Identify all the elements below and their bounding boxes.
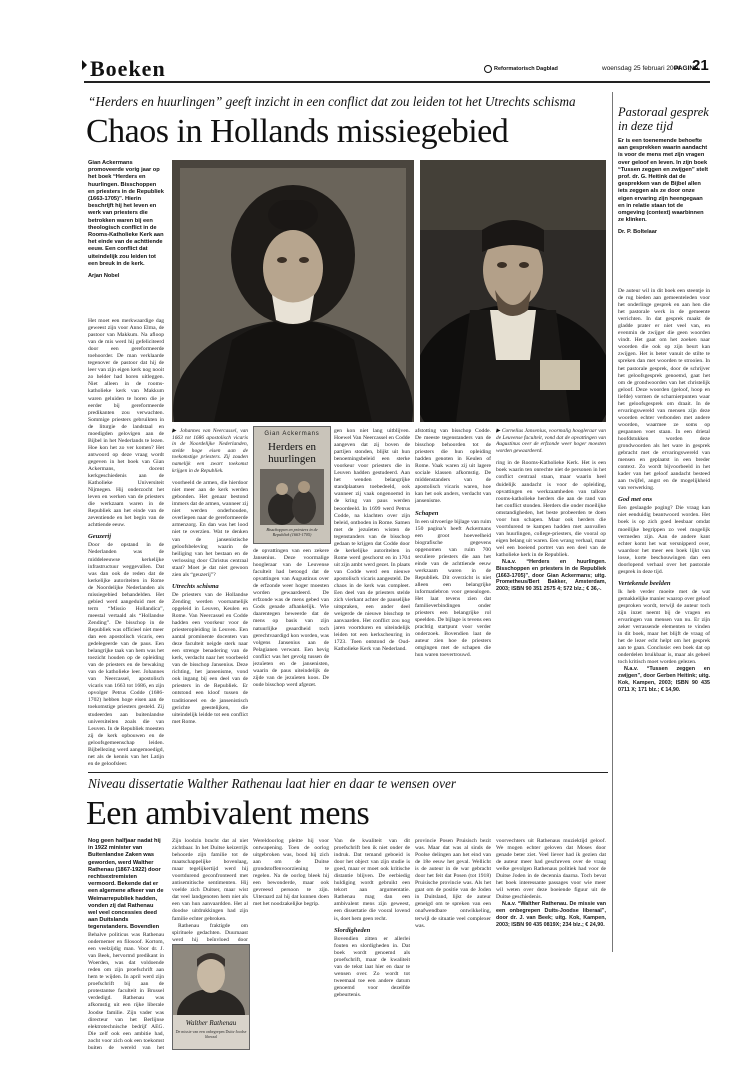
book-cover-rathenau xyxy=(172,944,250,1050)
article1-column-2 xyxy=(172,428,248,766)
book-cover-art xyxy=(260,469,324,525)
article2-top-rule xyxy=(88,772,608,773)
article2-kicker: Niveau dissertatie Walther Rathenau laat hier en daar te wensen over xyxy=(88,776,456,791)
article1-col1-body2: Door de opstand in de Nederlanden was de middeleeuwse kerkelijke infrastructuur weggevallen. Dat was dan ook de reden dat de kerkelijke autoriteiten in Rome de Noordelijke Nederlanden als missiegebied behandelden. Het gebied werd aangeduid met de term “Missio Hollandica”, meestal vertaald als “Hollandse Zending”. De bisschop in de Republiek was officieel niet meer dan een apostolisch vicaris, een gedelegeerde van de paus. Een belangrijke taak van hem was het toezicht houden op de opleiding van de priesters en de bewaking van de katholieke leer. Johannes van Neercassel, apostolisch vicaris van 1663 tot 1686, en zijn opvolger Petrus Codde (1686-1702) hebben hoge eisen aan de toekomstige priesters gesteld. Zij studeerden aan buitenlandse universiteiten zoals die van Leuven. In de Republiek moesten zij de kerk opbouwen en de geloofsgemeenschap leiden. Bijbellezing werd aangemoedigd, net als de kennis van het Latijn en de geloofsleer. xyxy=(88,542,164,766)
article1-subhead-geuzerij: Geuzerij xyxy=(88,533,112,541)
article1-column-4 xyxy=(334,428,410,766)
sidebar-title: Pastoraal gesprek in deze tijd xyxy=(618,105,709,133)
section-title: Boeken xyxy=(90,56,166,81)
article1-column-1 xyxy=(88,318,164,766)
book-cover-subtitle: Bisschoppen en priesters in de Republiek (1663-1705) xyxy=(266,527,318,537)
article1-col5-body: afstotting van bisschop Codde. De meeste tegenstanders van de bisschop behoorden tot de priesters die hun opleiding hadden genoten in Keulen of Rome. Vaak waren zij uit lagere sociale klassen afkomstig. De middenstanders van de apostolisch vicaris waren, hoe kan het ook anders, verdacht van jansenisme. xyxy=(415,428,491,505)
article1-col6-body: ring in de Rooms-Katholieke Kerk. Het is een boek waarin ten onrechte niet de personen in het conflict centraal staan, maar waarin heel duidelijk aandacht is voor de opleiding, opvattingen en werkzaamheden van talloze rooms-katholieke herders die aan de rand van het conflict stonden. Herders die onder moeilijke omstandigheden, het beste probeerden te doen voor hun schapen. Maar ook herders die voortdurend te kampen hadden met aanvallen van huurlingen, college-priesters, die vooral op eigen belang uit waren. Een wrang verhaal, maar wel een boeiend portret van een deel van de katholieke kerk in de Republiek. xyxy=(496,460,606,558)
caption-bullet-icon: ▶ xyxy=(172,428,178,434)
portrait-neercassel-photo xyxy=(172,160,414,422)
sidebar-author: Dr. P. Boltelaar xyxy=(618,229,658,236)
article2-column-3 xyxy=(253,838,329,1050)
article1-col1-body: Het moet een merkwaardige dag geweest zijn voor Anno Elma, de pastoor van Makkum. Na afloop van de mis werd hij gefeliciteerd door een gereformeerde toehoorder. De man verklaarde tegenover de pastoor dat hij de leer van zijn eigen kerk nog nooit zo helder had horen uitleggen. Niet alleen in de rooms-katholieke kerk van Makkum waren geluiden te horen die je eerder bij gereformeerde predikanten zou verwachten. Sommige priesters gebruikten in de liturgie de landstaal en moedigden gelovigen aan de Bijbel in het Nederlands te lezen. Hoe kon het zo ver komen? Het antwoord op deze vraag wordt gegeven in het boek van Gian Ackermans, docent kerkgeschiedenis aan de Katholieke Universiteit Nijmegen. Hij onderzocht het leven en werken van de priesters die werkzaam waren in de Republiek aan het einde van de zeventiende en het begin van de achttiende eeuw. xyxy=(88,318,164,529)
portrait-jansenius-art xyxy=(420,160,606,422)
article2-col1-body: Behalve politicus was Rathenau ondernemer en filosoof. Kortom, een veelzijdig man. Voor dr. J. van Beek, hervormd predikant in Woerden, was dat voldoende reden om zijn proefschrift aan hem te wijden. In april werd zijn proefschrift bij aan de protestantse faculteit in Brussel verdedigd. Rathenau was afkomstig uit een rijke liberale Joodse familie. Zijn vader was directeur van het Berlijnse elektrotechnische bedrijf AEG. Die zelf ook een ambitie had, zocht voor zich ook een toekomst buiten de wereld van het xyxy=(88,932,164,1050)
article2-headline: Een ambivalent mens xyxy=(86,795,370,832)
article1-lead-text: Gian Ackermans promoveerde vorig jaar op het boek “Herders en huurlingen. Bisschoppen en priesters in de Republiek (1663-1705)”. Hierin beschrijft hij het leven en werk van priesters die betrokken waren bij een theologisch conflict in de Rooms-Katholieke Kerk aan het einde van de achttiende eeuw. Een conflict dat uiteindelijk zou leiden tot een breuk in de kerk. xyxy=(88,160,164,267)
article1-kicker: “Herders en huurlingen” geeft inzicht in een conflict dat zou leiden tot het Utrechts schisma xyxy=(88,94,576,109)
article1-lead xyxy=(88,160,164,310)
sidebar-divider xyxy=(612,92,613,952)
article2-col5-body: provincie Posen Pruisisch bezit was. Maar dat was al sinds de Poolse delingen aan het eind van de 18e eeuw het geval. Wellicht is de auteur in de war gebracht door het feit dat Posen (tot 1918) Pruisische provincie was. Als het gaat om de positie van de Joden in Duitsland, lijkt de auteur geneigd om te spreken van een onafwendbare ontwikkeling, terwijl de situatie veel complexer was. xyxy=(415,838,491,929)
sidebar-subhead-god-met-ons: God met ons xyxy=(618,496,653,504)
photo-caption-left-text: Johannes van Neercassel, van 1663 tot 1686 apostolisch vicaris in de Noordelijke Nederlanden, stelde hoge eisen aan de toekomstige priesters. Zij zouden namelijk een zwart toekomst krijgen in de Republiek. xyxy=(172,428,248,474)
article2-col6-body: voorvechters uit Rathenaus muziektijd geloof. We mogen echter geloven dat Moses door genade beter ziet. Veel liever had ik gezien dat de auteur meer had geschreven over de vraag welke gevolgen Rathenaus politiek had voor de Duitse Joden in de decennia daarna. Toch bevat het boek interessante passages voor wie meer wil weten over deze boeiende figuur uit de Duitse geschiedenis. xyxy=(496,838,606,901)
article2-column-1 xyxy=(88,932,164,1050)
article1-column-6 xyxy=(496,428,606,766)
article1-col4-body: gen kon niet lang uitblijven. Hoewel Van Neercassel en Codde aangeven dat zij boven de partijen stonden, blijkt uit hun benoemingsbeleid een sterke voorkeur voor priesters die in Leuven hadden gestudeerd. Aan het wenden belangrijke standplaatsen toebedeeld, ook wanneer zij vaak ongenoemd in de kring van paus werden beoordeeld. In 1699 werd Petrus Codde, na klachten over zijn beleid, ontboden in Rome. Samen met de jezuïeten wisten de tegenstanders van de bisschop gedaan te krijgen dat Codde door de kerkelijke autoriteiten in Rome werd geschorst en in 1704 uit zijn ambt werd gezet. In plaats van Codde werd een nieuwe apostolisch vicaris aangesteld. De chaos in de kerk was compleet. Een deel van de priesters stelde zich vierkant achter de pauselijke uitspraken, een ander deel weigerde de nieuwe bisschop te aanvaarden. Het conflict zou nog jaren voortduren en uiteindelijk leiden tot een kerkscheuring in 1723. Toen ontstond de Oud-Katholieke Kerk van Nederland. xyxy=(334,428,410,653)
sidebar-lead-text: Er is een toenemende behoefte aan gesprekken waarin aandacht is voor de mens met zijn vragen over geloof en leven. In zijn boek “Tussen zeggen en zwijgen” stelt prof. dr. G. Heitink dat de gesprekken van de Bijbel allen iets zeggen als ze door onze eigen ervaring zijn heengegaan en in relatie staan tot de omgeving (context) waarbinnen ze klinken. xyxy=(618,138,708,224)
article1-headline: Chaos in Hollands missiegebied xyxy=(86,113,509,150)
article2-col4-body2: Bovendien zitten er allerlei fouten en slordigheden in. Dat boek wordt genoemd als proefschrift, maar de kwaliteit van de tekst laat hier en daar te wensen over. Zo wordt tot tweemaal toe een andere datum genoemd voor dezelfde gebeurtenis. xyxy=(334,935,410,998)
article2-col4-body: Van de kwaliteit van dit proefschrift ben ik niet onder de indruk. Dat temand geboeid is door het object van zijn studie is goed, maar er moet ook kritische distantie blijven. De eerbiedig huldiging wordt gebruikt een tekort aan argumentatie. Rathenau mag dan een ambivalent mens zijn geweest, een dissertatie die vooral lovend is, doet hem geen recht. xyxy=(334,838,410,922)
page-number: 21 xyxy=(692,57,709,74)
sidebar-subhead-vertekende-beelden: Vertekende beelden xyxy=(618,579,671,587)
page-label: PAGINA xyxy=(674,65,699,72)
article2-col2-body2: Rathenau fraktigde om spirituele gedachten. Duurnaast werd hij beïnvloed door xyxy=(172,922,248,943)
photo-caption-left xyxy=(172,428,248,474)
portrait-neercassel-art xyxy=(172,160,414,422)
sidebar-body-text: De auteur wil in dit boek een steentje in de rug bieden aan gemeenteleden voor het onderlinge gesprek en aan hen die het pastorale werk in de gemeente verrichten. In dat gesprek maakt de gladde prater er niet veel van, en evenmin de zwijger die geen woorden vindt. Het gaat om het zoeken naar woorden die ook op zijn beurt kan zwijgen. Het is beter vanuit de stilte te spreken dan met woorden te strooien. In het pastorale gesprek, door de schrijver het geloofsgesprek genoemd, gaat het om de grondwoorden van het christelijk geloof. Deze woorden (geloof, hoop en liefde) vormen de scharnierpunten waar het geloofsgesprek om draait. In de ervaringswereld van mensen zijn deze woorden echter verbonden met andere woorden, waarmee ze soms op gespannen voet staan. In een drietal hoofdstukken worden deze grondwoorden als het ware in gesprek gebracht met de ervaringswereld van mensen en geplaatst in een breder context. Zo wordt bijvoorbeeld in het kader van het geloof aandacht besteed aan twijfel, angst en de mogelijkheid van verwerking. xyxy=(618,288,710,492)
article2-column-5 xyxy=(415,838,491,1050)
portrait-jansenius-photo xyxy=(420,160,606,422)
book-cover-title: Herders en huurlingen xyxy=(268,441,316,465)
article1-subhead-schapen: Schapen xyxy=(415,509,439,517)
book-cover-rathenau-art xyxy=(173,945,249,1015)
book-cover-painting xyxy=(260,469,324,525)
article2-bookinfo: N.a.v. “Walther Rathenau. De missie van een onbegrepen Duits-Joodse liberaal”, door dr. J. van Beek; uitg. Kok, Kampen, 2003; ISBN 90 435 0819X; 234 blz.; € 24,90. xyxy=(496,901,606,928)
book-cover-rathenau-title: Walther Rathenau xyxy=(185,1019,237,1027)
article2-lead xyxy=(88,838,164,930)
book-cover-rathenau-subtitle: De missie van een onbegrepen Duits-Joodse liberaal xyxy=(175,1029,247,1039)
article1-col2-body: voorheeld de armen, die hierdoor niet meer aan de kerk werden gebonden. Het genaar bestond immers dat de armen, wanneer zij niet werden onderhouden, overliepen naar de gereformeerde armenzorg. En dan was het lood niet te overzien. Wat te denken van de jansenistische geloofsbeleving waarin de heiliging van het bestaan en de verlossing door Christus centraal staat? Moet je dat niet gewoon zien als “geuzerij”? xyxy=(172,480,248,578)
caption-bullet-icon-2: ▶ xyxy=(496,428,501,434)
header-rule xyxy=(84,81,710,83)
masthead xyxy=(64,58,710,80)
book-cover-author: Gian Ackermans xyxy=(264,431,320,437)
article2-column-6 xyxy=(496,838,606,1050)
issue-date: woensdag 25 februari 2004 xyxy=(602,65,681,72)
sidebar-body-text3: Ik heb verder moeite met de wat gemakkelijke manier waarop over geloof gesproken wordt, terwijl de auteur toch zijn inzet neemt bij de vragen en ervaringen van mensen van nu. Er zijn zeker verrassende elementen te vinden in dit boek, maar het blijft de vraag of het de lezer echt helpt om het gesprek aan te gaan. Conclusie: een boek dat op onderdelen bruikbaar is, maar als geheel toch kritisch moet worden gelezen. xyxy=(618,588,710,666)
article1-col5-body2: In een uitvoerige bijlage van ruim 150 pagina’s heeft Ackermans een groot hoeveelheid biografische gegevens opgenomen van ruim 700 seculiere priesters die aan het einde van de achttiende eeuw werkzaam waren in de Republiek. Dit overzicht is niet alleen een belangrijke informatiebron voor genealogen. Het laat tevens zien dat familieverbindingen onder priesters een belangrijke rol speelden. De bijlage is tevens een prachtig startpunt voor verder onderzoek. Bovendien laat de auteur zien hoe de priesters omgingen met de schapen die hun waren toevertrouwd. xyxy=(415,518,491,659)
article2-col3-body: Wereldoorlog pleitte hij voor ontwapening. Toen de oorlog uitgebroken was, bood hij zich aan om de Duitse grondstoffenvoorziening te regelen. Na de oorlog bleek hij een bewonderde, maar ook gevreesd persoon te zijn. Uiteraard zal hij dat kunnen doen met het noodzakelijke begrip. xyxy=(253,838,329,908)
section-arrow-icon xyxy=(82,60,87,70)
sidebar-bookinfo: N.a.v. “Tussen zeggen en zwijgen”, door Gerben Heitink; uitg. Kok, Kampen, 2003; ISBN 90 435 0711 X; 171 blz.; € 14,90. xyxy=(618,666,710,693)
logo-mark xyxy=(484,65,492,73)
photo-caption-right-text: Cornelius Jansenius, voormalig hoogleraar van de Leuvense faculteit, vond dat de opvattingen van Augustinus over de erfzonde weer hoger moesten worden gewaardeerd. xyxy=(496,428,606,454)
article1-bookinfo: N.a.v. “Herders en huurlingen. Bisschoppen en priesters in de Republiek (1663-1705)”, door Gian Ackermans; uitg. Prometheus/Bert Bakker, Amsterdam, 2003; ISBN 90 351 2575 4; 572 blz.; € 36,-. xyxy=(496,559,606,593)
rathenau-portrait xyxy=(173,945,249,1015)
article2-column-4 xyxy=(334,838,410,1050)
article1-col3-body: de opvattingen van een zekere Jansenius. Deze voormalige hoogleraar van de Leuvense faculteit had betoogd dat de opvattingen van Augustinus over de erfzonde weer hoger moesten worden gewaardeerd. De erfzonde was de mens gebed van Gods genade afhankelijk. Wie daarentegen beweerde dat de mens op basis van zijn natuurlijke geaardheid toch gerechtvaardigd kon worden, was volgens Jansenius aan de Pelagianen verwant. Een hevig conflict was het gevolg tussen de jezuïeten en de jansenisten, waarin de paus uiteindelijk de zijde van de jezuïeten koos. De oude bisschop werd afgezet. xyxy=(253,548,329,688)
article1-col2-body2: De priesters van de Hollandse Zending werden voornamelijk opgeleid in Leuven, Keulen en Rome. Van Neercassel en Codde hadden een voorkeur voor de priesteropleiding in Leuven. Een aantal prominente docenten van deze faculteit neigde sterk naar een strenge benadering van de kerk, verdacht naar het voorbeeld van de bisschop Jansenius. Deze richting, het jansenisme, vond ook ingang bij een deel van de priesters in de Republiek. Er ontstond een kloof tussen de traditioneel en de jansenistisch gerichte geestelijken, die uiteindelijk leidde tot een conflict met Rome. xyxy=(172,591,248,725)
photo-caption-right xyxy=(496,428,606,454)
article2-lead-text: Nog geen halfjaar nadat hij in 1922 minister van Buitenlandse Zaken was geworden, werd Walther Rathenau (1867-1922) door rechtsextremisten vermoord. Bekende dat er een algemene afkeer van de Weimarrepubliek hadden, vonden zij dat Rathenau wel veel concessies deed aan Duitslands tegenstanders. Bovendien xyxy=(88,838,164,930)
article1-column-3 xyxy=(253,548,329,766)
article2-col2-body: Zijn loodzin bracht dat al niet zichtbaar. In het Duitse keizerrijk behoorde zijn familie tot de maatschappelijke bovenlaag, maar tegelijkertijd werd hij voortdurend geconfronteerd met antisemitische sentimenten. Hij voelde zich Duitser, maar wist dat veel landgenoten hem niet als een van hun aanvaardden. Het al doodse uitdrukkingen had zijn familie echter gebroken. xyxy=(172,838,248,922)
article1-column-5 xyxy=(415,428,491,766)
sidebar-body xyxy=(618,288,710,950)
newspaper-name: Reformatorisch Dagblad xyxy=(494,66,558,72)
article1-subhead-schisma: Utrechts schisma xyxy=(172,582,219,590)
sidebar-body-text2: Een geslaagde poging? Die vraag kan niet eenduidig beantwoord worden. Het boek is op zich goed leesbaar omdat moeilijke begrippen zo veel mogelijk vermeden zijn. Aan de andere kant echter komt het wat versnipperd over, waardoor het meer een boek lijkt van losse, korte beschouwingen dan een doorlopend verhaal over het pastorale gesprek in deze tijd. xyxy=(618,505,710,575)
book-cover-herders xyxy=(253,426,331,544)
sidebar-lead xyxy=(618,138,710,284)
article1-author: Arjan Nobel xyxy=(88,273,120,280)
article2-subhead-slordigheden: Slordigheden xyxy=(334,926,371,934)
